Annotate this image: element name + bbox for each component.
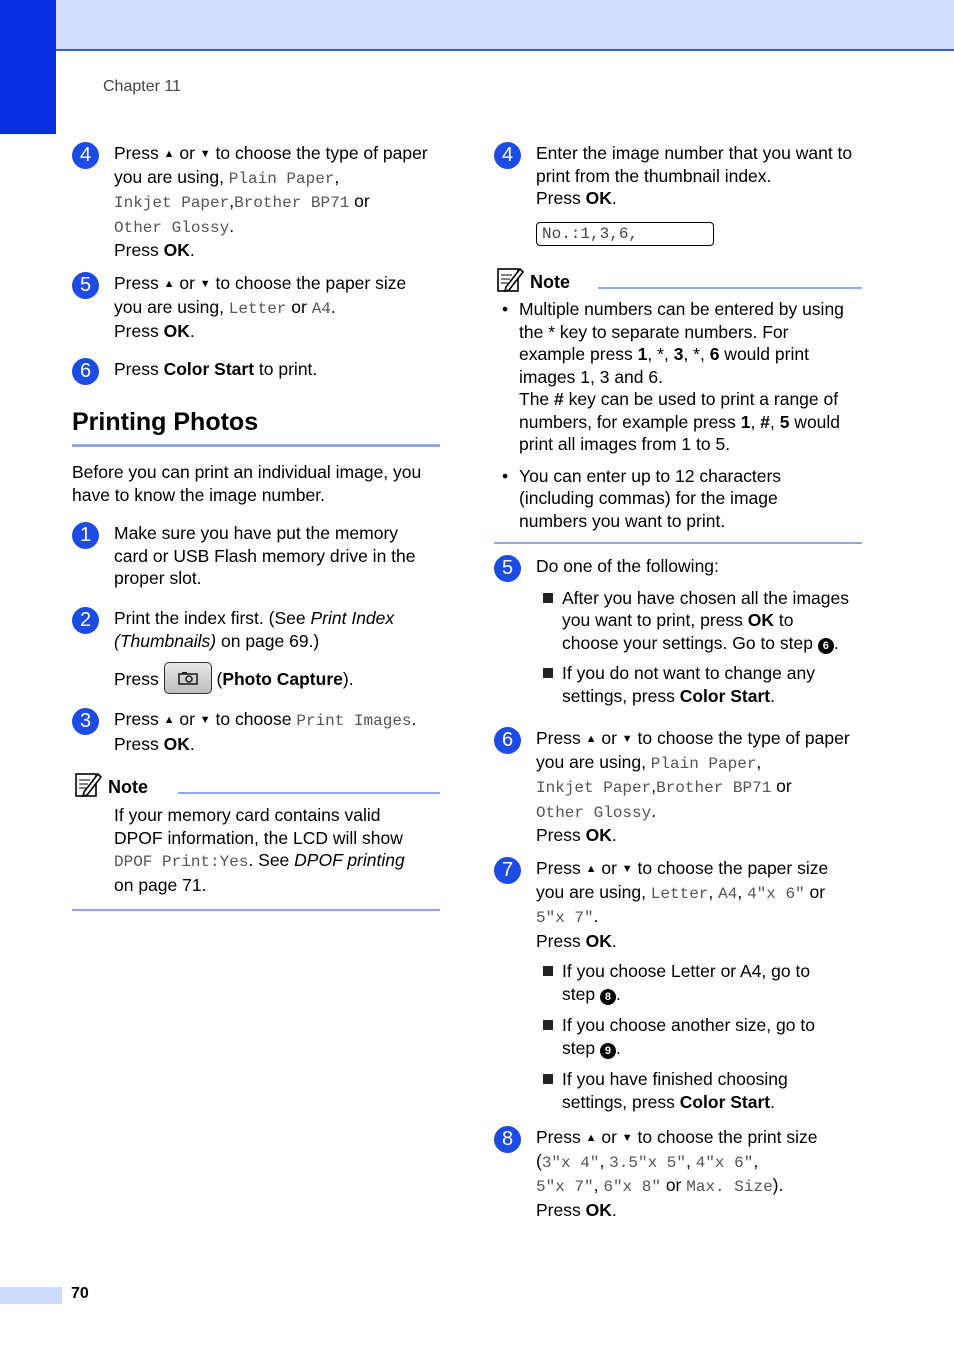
note-title: Note [108, 777, 148, 797]
page-number: 70 [71, 1285, 89, 1302]
step-ref-8: 8 [600, 989, 616, 1005]
note-pencil-icon [74, 770, 102, 798]
note-top-rule [598, 287, 862, 289]
down-arrow-icon: ▼ [621, 1132, 633, 1144]
step-number-badge: 6 [72, 358, 99, 385]
step-number-badge: 6 [494, 727, 521, 754]
up-arrow-icon: ▲ [163, 714, 175, 726]
step-number-badge: 5 [72, 272, 99, 299]
lcd-display: No.:1,3,6, [536, 222, 714, 246]
camera-icon [178, 671, 198, 685]
up-arrow-icon: ▲ [163, 278, 175, 290]
step-ref-6: 6 [818, 638, 834, 654]
down-arrow-icon: ▼ [199, 278, 211, 290]
intro-paragraph: Before you can print an individual image, you have to know the image number. [72, 462, 422, 505]
step-number-badge: 1 [72, 522, 99, 549]
step-number-badge: 5 [494, 555, 521, 582]
step-number-badge: 2 [72, 607, 99, 634]
step-number-badge: 4 [494, 142, 521, 169]
header-band [0, 0, 954, 51]
note-bottom-rule [494, 542, 862, 544]
section-title-rule [72, 444, 440, 447]
down-arrow-icon: ▼ [621, 733, 633, 745]
up-arrow-icon: ▲ [585, 1132, 597, 1144]
square-bullet-icon [543, 1074, 553, 1084]
down-arrow-icon: ▼ [199, 148, 211, 160]
note-top-rule [178, 792, 440, 794]
square-bullet-icon [543, 966, 553, 976]
down-arrow-icon: ▼ [621, 863, 633, 875]
note-body: • Multiple numbers can be entered by using the * key to separate numbers. For example press 1, *, 3, *, 6 would print images 1, 3 and 6. The # key can be used to print a range of numbers, for example press 1, #, 5 would print all images from 1 to 5. • You can enter up to 12 characters (including commas) for the image numbers you want to print. [502, 299, 844, 531]
square-bullet-icon [543, 1020, 553, 1030]
chapter-label: Chapter 11 [103, 78, 181, 95]
step-number-badge: 8 [494, 1126, 521, 1153]
up-arrow-icon: ▲ [585, 863, 597, 875]
step-ref-9: 9 [600, 1043, 616, 1059]
note-title: Note [530, 272, 570, 292]
note-pencil-icon [496, 265, 524, 293]
footer-band [0, 1287, 62, 1304]
square-bullet-icon [543, 593, 553, 603]
step-number-badge: 3 [72, 708, 99, 735]
chapter-tab [0, 0, 56, 134]
note-bottom-rule [72, 909, 440, 911]
up-arrow-icon: ▲ [163, 148, 175, 160]
up-arrow-icon: ▲ [585, 733, 597, 745]
step-number-badge: 4 [72, 142, 99, 169]
bullet: • [502, 465, 509, 486]
bullet: • [502, 299, 509, 319]
down-arrow-icon: ▼ [199, 714, 211, 726]
step-number-badge: 7 [494, 857, 521, 884]
square-bullet-icon [543, 668, 553, 678]
photo-capture-button [164, 662, 212, 694]
section-title: Printing Photos [72, 408, 259, 436]
note-body: If your memory card contains valid DPOF information, the LCD will show DPOF Print:Yes. See DPOF printing on page 71. [114, 805, 405, 895]
